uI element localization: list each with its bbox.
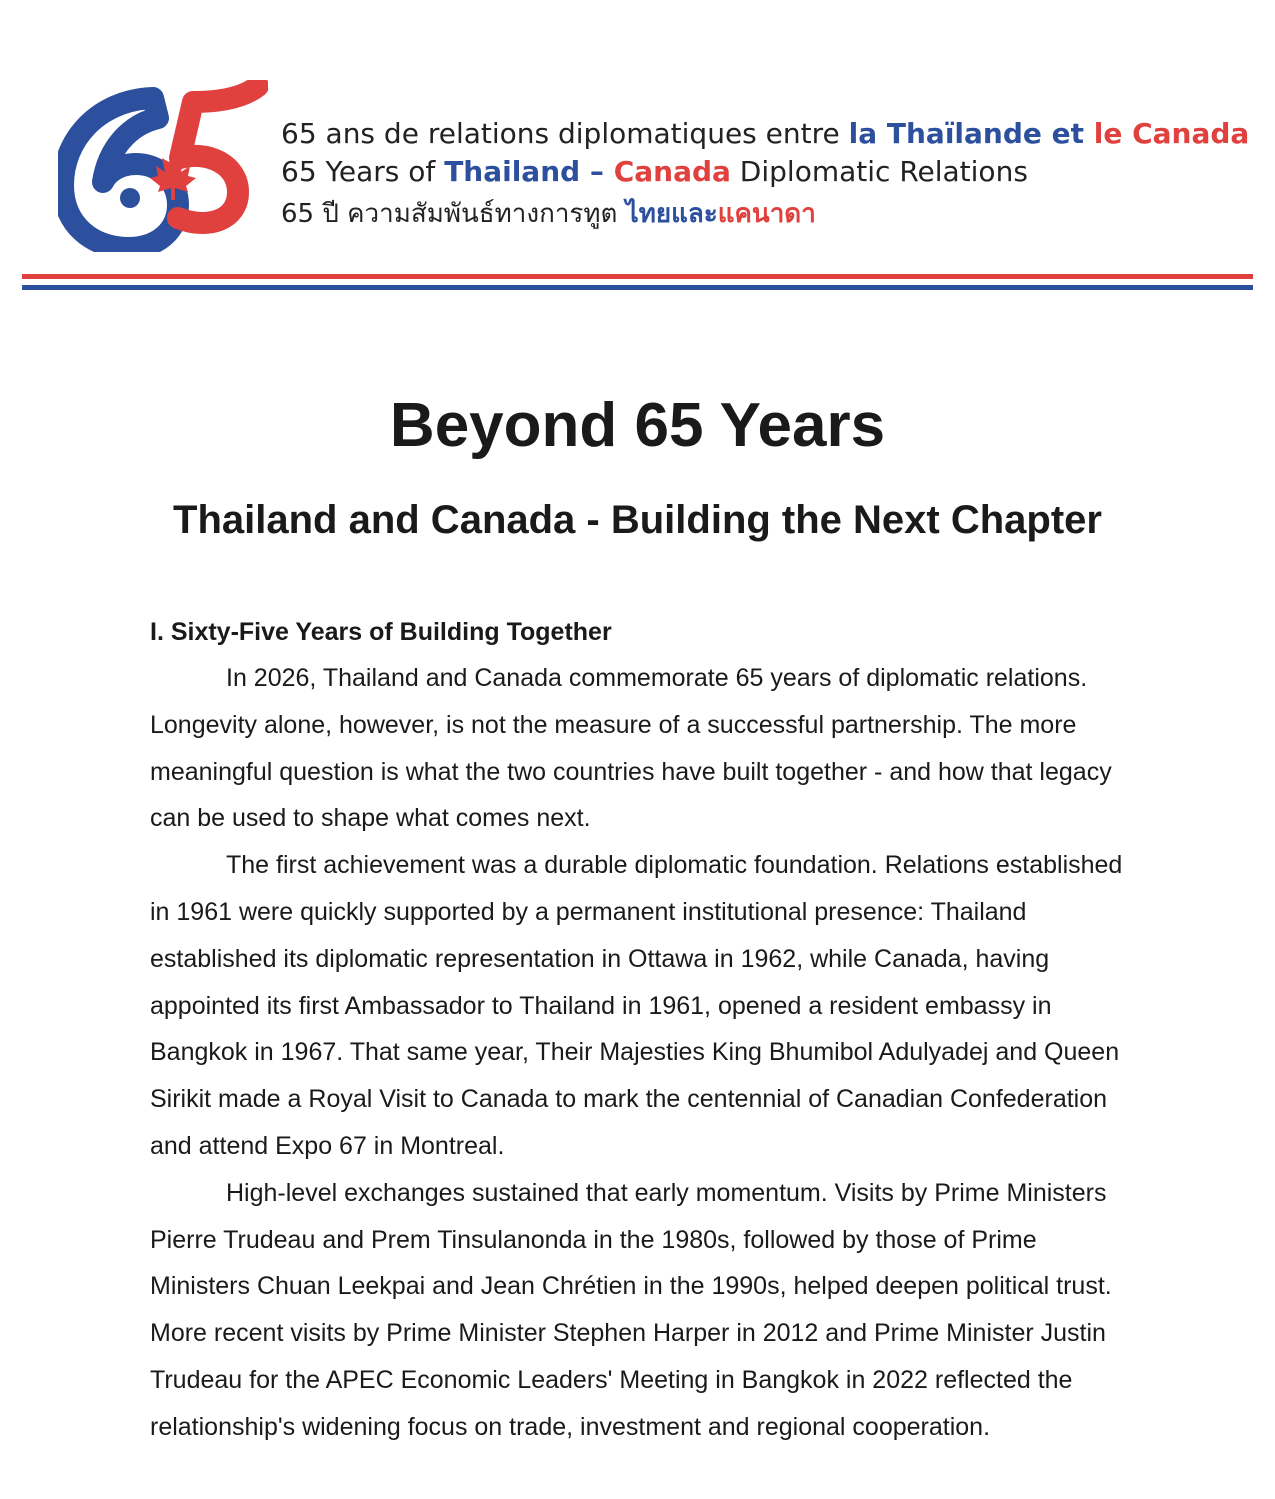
paragraph: The first achievement was a durable diplomatic foundation. Relations established in 1961 were quickly supported by a permanent institutional presence: Thailand established its diplomatic representation in Ottawa in 1962, while Canada, having appointed its first Ambassador to Thailand in 1961, opened a resident embassy in Bangkok in 1967. That same year, Their Majesties King Bhumibol Adulyadej and Queen Sirikit made a Royal Visit to Canada to mark the centennial of Canadian Confederation and attend Expo 67 in Montreal.	[150, 851, 1123, 1160]
tagline-english: 65 Years of Thailand – Canada Diplomatic Relations	[281, 155, 1028, 188]
document-subtitle: Thailand and Canada - Building the Next Chapter	[173, 498, 1102, 542]
section-heading: I. Sixty-Five Years of Building Together	[150, 618, 612, 646]
tagline-thai: 65 ปี ความสัมพันธ์ทางการทูต ไทยและแคนาดา	[281, 199, 816, 229]
header-divider-red	[22, 274, 1253, 279]
letterhead	[0, 0, 1275, 300]
document-body	[150, 615, 1140, 1451]
document-title: Beyond 65 Years	[389, 391, 886, 460]
header-divider-blue	[22, 285, 1253, 290]
paragraph: In 2026, Thailand and Canada commemorate 65 years of diplomatic relations. Longevity alone, however, is not the measure of a successful partnership. The more meaningful question is what the two countries have built together - and how that legacy can be used to shape what comes next.	[150, 664, 1112, 833]
paragraph: High-level exchanges sustained that early momentum. Visits by Prime Ministers Pierre Trudeau and Prem Tinsulanonda in the 1980s, followed by those of Prime Ministers Chuan Leekpai and Jean Chrétien in the 1990s, helped deepen political trust. More recent visits by Prime Minister Stephen Harper in 2012 and Prime Minister Justin Trudeau for the APEC Economic Leaders' Meeting in Bangkok in 2022 reflected the relationship's widening focus on trade, investment and regional cooperation.	[150, 1178, 1112, 1441]
tagline-french: 65 ans de relations diplomatiques entre la Thaïlande et le Canada	[281, 117, 1250, 150]
anniversary-65-logo	[58, 80, 268, 252]
